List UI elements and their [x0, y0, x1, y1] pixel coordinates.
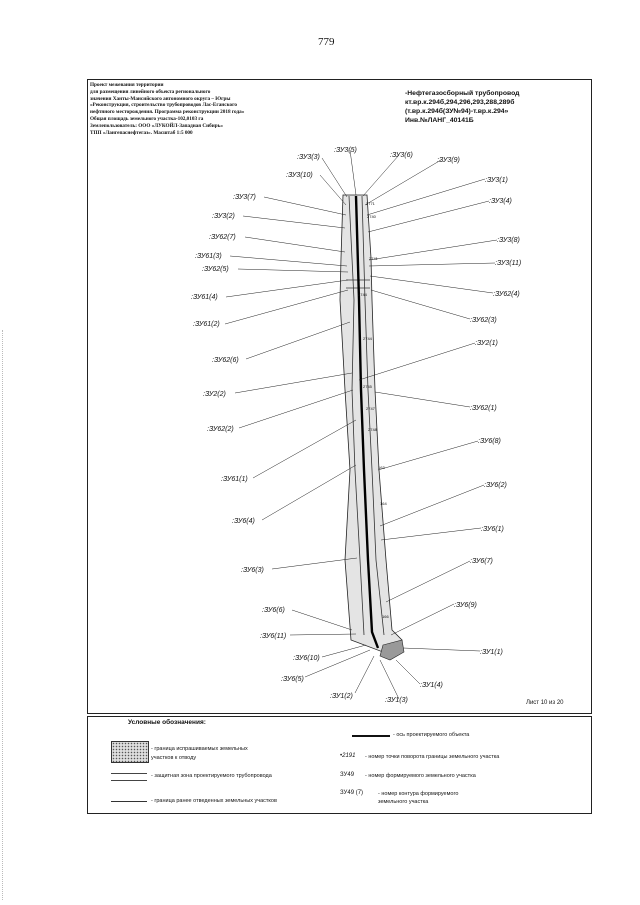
parcel-label: :ЗУ2(1)	[475, 340, 498, 347]
parcel-label: :ЗУ62(1)	[470, 405, 497, 412]
legend-text: - номер формируемого земельного участка	[365, 773, 476, 779]
parcel-label: :ЗУ2(2)	[203, 391, 226, 398]
legend-text: - номер контура формируемого	[378, 791, 459, 797]
legend-text: - граница ранее отведенных земельных участков	[151, 798, 277, 804]
parcel-label: :ЗУ6(1)	[481, 526, 504, 533]
parcel-label: :ЗУ61(1)	[221, 476, 248, 483]
legend-text: - номер точки поворота границы земельного участка	[365, 754, 500, 760]
legend-title: Условные обозначения:	[128, 719, 206, 726]
parcel-label: :ЗУ61(2)	[193, 321, 220, 328]
parcel-label: :ЗУ3(3)	[297, 154, 320, 161]
point-label: 2744	[358, 292, 367, 297]
legend-text: - защитная зона проектируемого трубопровода	[151, 773, 272, 779]
project-info-line: для размещения линейного объекта регионального	[90, 88, 211, 95]
parcel-label: :ЗУ62(6)	[212, 357, 239, 364]
parcel-label: :ЗУ6(4)	[232, 518, 255, 525]
parcel-label: :ЗУ3(8)	[497, 237, 520, 244]
parcel-label: :ЗУ3(4)	[489, 198, 512, 205]
parcel-label: :ЗУ3(2)	[212, 213, 235, 220]
parcel-label: :ЗУ3(9)	[437, 157, 460, 164]
parcel-label: :ЗУ3(6)	[390, 152, 413, 159]
parcel-label: :ЗУ61(4)	[191, 294, 218, 301]
legend-text: - граница испрашиваемых земельных	[151, 746, 248, 752]
parcel-label: :ЗУ3(5)	[334, 147, 357, 154]
parcel-label: :ЗУ62(7)	[209, 234, 236, 241]
parcel-label: :ЗУ3(1)	[485, 177, 508, 184]
project-info-line: ТПП «Лангепаснефтегаз». Масштаб 1:5 000	[90, 129, 193, 136]
project-info-line: «Реконструкция, строительство трубопроводов Лас-Еганского	[90, 102, 237, 109]
point-label: 2771	[366, 201, 375, 206]
protect-zone-swatch	[111, 773, 147, 781]
axis-swatch	[352, 735, 390, 737]
point-label: 2744	[363, 336, 372, 341]
parcel-symbol: ЗУ49	[340, 772, 355, 778]
point-label: 2740	[367, 214, 376, 219]
point-label: 2748	[368, 427, 377, 432]
parcel-label: :ЗУ6(6)	[262, 607, 285, 614]
parcel-label: :ЗУ62(4)	[493, 291, 520, 298]
point-label: 164	[380, 501, 387, 506]
sheet-number: Лист 10 из 20	[526, 700, 564, 706]
parcel-label: :ЗУ6(7)	[470, 558, 493, 565]
page-number: 779	[318, 36, 335, 48]
object-title-line: кт.вр.к.294б,294,296,293,288,289б	[405, 99, 515, 106]
prior-border-swatch	[111, 801, 147, 802]
point-label: 2747	[366, 406, 375, 411]
parcel-label: :ЗУ6(10)	[293, 655, 320, 662]
project-info-line: Проект межевания территории	[90, 82, 164, 88]
contour-symbol: ЗУ49 (7)	[340, 790, 364, 796]
parcel-label: :ЗУ1(4)	[420, 682, 443, 689]
legend-text: - ось проектируемого объекта	[393, 732, 470, 738]
parcel-label: :ЗУ1(3)	[385, 697, 408, 704]
parcel-label: :ЗУ6(5)	[281, 676, 304, 683]
project-info-line: Землепользователь: ООО «ЛУКОЙЛ-Западная Сибирь»	[90, 122, 223, 129]
parcel-label: :ЗУ3(11)	[495, 260, 522, 267]
point-label: 2745	[363, 384, 372, 389]
parcel-label: :ЗУ1(1)	[480, 649, 503, 656]
project-info-line: нефтяного месторождения. Программа реконструкции 2018 года»	[90, 109, 245, 116]
point-label: 2741	[369, 256, 378, 261]
parcel-label: :ЗУ3(7)	[233, 194, 256, 201]
scan-margin	[2, 330, 5, 900]
legend-text: земельного участка	[378, 799, 429, 805]
parcel-label: :ЗУ6(11)	[260, 633, 287, 640]
object-title-line: Инв.№ЛАНГ_40141Б	[405, 117, 474, 124]
parcel-label: :ЗУ62(5)	[202, 266, 229, 273]
object-title-line: -Нефтегазосборный трубопровод	[405, 90, 520, 97]
parcel-label: :ЗУ62(3)	[470, 317, 497, 324]
point-symbol-text: 2191	[342, 753, 356, 759]
project-info-line: Общая площадь земельного участка-102,0103 га	[90, 115, 204, 122]
parcel-label: :ЗУ1(2)	[330, 693, 353, 700]
legend-text: участков к отводу	[151, 755, 197, 761]
project-info-line: значения Ханты-Мансийского автономного округа – Югры	[90, 95, 231, 102]
parcel-label: :ЗУ6(3)	[241, 567, 264, 574]
point-label: 166	[382, 614, 389, 619]
parcel-label: :ЗУ6(2)	[484, 482, 507, 489]
parcel-label: :ЗУ3(10)	[286, 172, 313, 179]
parcel-label: :ЗУ62(2)	[207, 426, 234, 433]
point-symbol: •2191	[340, 753, 356, 759]
parcel-label: :ЗУ61(3)	[195, 253, 222, 260]
point-label: 163	[378, 465, 385, 470]
object-title-line: (т.вр.к.294б(ЗУ№94)-т.вр.к.294»	[405, 108, 509, 115]
transfer-area-swatch	[111, 741, 149, 763]
parcel-label: :ЗУ6(9)	[454, 602, 477, 609]
parcel-label: :ЗУ6(8)	[478, 438, 501, 445]
